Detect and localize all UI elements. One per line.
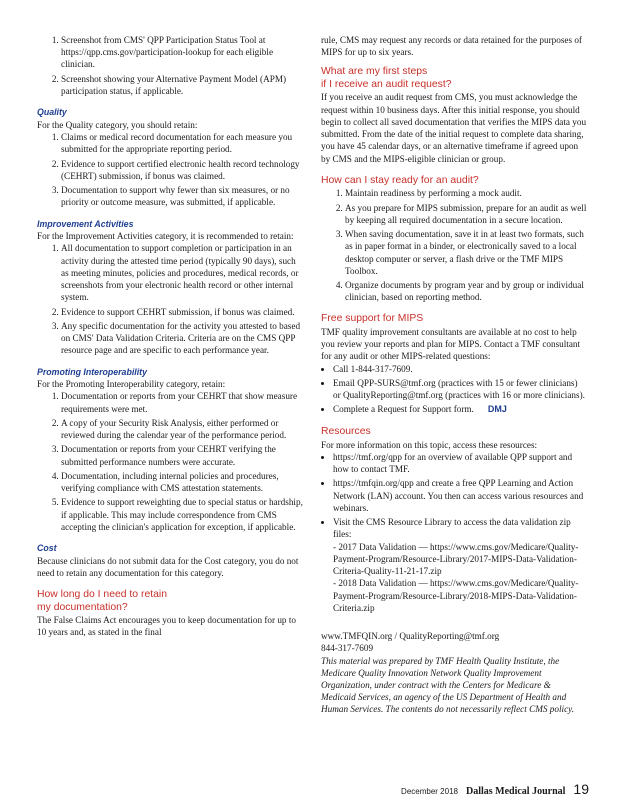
quality-heading: Quality xyxy=(37,107,67,118)
magazine-name: Dallas Medical Journal xyxy=(465,786,566,798)
list-item: 3. Any specific documentation for the activity you attested to based on CMS' Data Validation Criteria. Criteria are on the CMS QPP resource page and are specific to each performance year. xyxy=(61,320,305,357)
list-item: 1. Claims or medical record documentation for each measure you submitted for the appropriate reporting period. xyxy=(61,131,305,155)
cost-heading: Cost xyxy=(37,543,57,554)
retain-heading-line2: my documentation? xyxy=(37,601,128,613)
improvement-heading: Improvement Activities xyxy=(37,218,134,229)
list-item: 3. Documentation to support why fewer than six measures, or no priority or outcome measure, was submitted, if applicable. xyxy=(61,184,305,208)
contact-links: www.TMFQIN.org / QualityReporting@tmf.org xyxy=(321,631,500,642)
promoting-heading: Promoting Interoperability xyxy=(37,366,147,377)
resources-heading: Resources xyxy=(321,426,371,438)
disclaimer-note: This material was prepared by TMF Health Quality Institute, the Medicare Quality Innovation Network Quality Improvement Organization, under contract with the Centers for Medicare & Medicaid Services, an agency of the US Department of Health and Human Services. The contents do not necessarily reflect CMS policy. xyxy=(321,655,575,715)
support-list xyxy=(321,363,587,417)
page-number: 19 xyxy=(573,781,589,798)
zip-link-2018: - 2018 Data Validation — https://www.cms.gov/Medicare/Quality-Payment-Program/Resource-Library/2018-MIPS-Data-Validation-Criteria.zip xyxy=(333,578,579,613)
contact-footer xyxy=(321,630,587,716)
first-steps-heading-line1: What are my first steps xyxy=(321,66,428,78)
list-item: • https://tmf.org/qpp for an overview of available QPP support and how to contact TMF. xyxy=(333,451,587,475)
support-heading: Free support for MIPS xyxy=(321,313,424,325)
first-steps-text: If you receive an audit request from CMS, you must acknowledge the request within 10 business days. After this initial response, you should begin to collect all saved documentation that verifies the MIPS data you submitted. From the date of the initial request to complete data sharing, you have 45 calendar days, or an alternative timeframe if agreed upon by CMS and the MIPS-eligible clinician or group. xyxy=(321,92,587,164)
list-item: • https://tmfqin.org/qpp and create a free QPP Learning and Action Network (LAN) account. You then can access various resources and webinars. xyxy=(333,477,587,514)
list-item: 3. When saving documentation, save it in at least two formats, such as in paper format in a binder, or electronically saved to a local desktop computer or server, a flash drive or the TMF MIPS Toolbox. xyxy=(345,228,587,277)
list-item: 4. Documentation, including internal policies and procedures, verifying compliance with CMS attestation statements. xyxy=(61,470,305,494)
list-item: 2. Evidence to support certified electronic health record technology (CEHRT) submission, if bonus was claimed. xyxy=(61,158,305,182)
promoting-list xyxy=(37,390,305,533)
list-item: 2. A copy of your Security Risk Analysis, either performed or reviewed during the calendar year of the performance period. xyxy=(61,417,305,441)
list-item: 2. Screenshot showing your Alternative Payment Model (APM) participation status, if applicable. xyxy=(61,73,305,97)
list-item: • Email QPP-SURS@tmf.org (practices with 15 or fewer clinicians) or QualityReporting@tmf.org (practices with 16 or more clinicians). xyxy=(333,377,587,401)
list-item: 3. Documentation or reports from your CEHRT verifying the submitted performance numbers were accurate. xyxy=(61,443,305,467)
quality-intro: For the Quality category, you should retain: xyxy=(37,119,198,130)
list-item: • Call 1-844-317-7609. xyxy=(333,363,587,375)
list-item: 4. Organize documents by program year and by group or individual clinician, based on reporting method. xyxy=(345,279,587,303)
left-column xyxy=(37,34,305,639)
retain-heading-line1: How long do I need to retain xyxy=(37,589,167,601)
resource-library-text: • Visit the CMS Resource Library to access the data validation zip files: xyxy=(333,517,571,540)
retain-text: The False Claims Act encourages you to keep documentation for up to 10 years and, as stated in the final xyxy=(37,615,296,638)
contact-phone: 844-317-7609 xyxy=(321,643,374,654)
support-text: TMF quality improvement consultants are available at no cost to help you review your reports and plan for MIPS. Contact a TMF consultant for any audit or other MIPS-related questions: xyxy=(321,326,581,362)
list-item: 1. Screenshot from CMS' QPP Participation Status Tool at https://qpp.cms.gov/participation-lookup for each eligible clinician. xyxy=(61,34,305,71)
retain-heading xyxy=(37,589,305,614)
right-column xyxy=(321,34,587,716)
participation-docs-list xyxy=(37,34,305,97)
cost-text: Because clinicians do not submit data for the Cost category, you do not need to retain any documentation for this category. xyxy=(37,555,299,578)
quality-list xyxy=(37,131,305,208)
author-signature: DMJ xyxy=(487,404,507,415)
ready-list xyxy=(321,187,587,303)
list-item: 1. Documentation or reports from your CEHRT that show measure requirements were met. xyxy=(61,390,305,414)
issue-date: December 2018 xyxy=(401,787,458,797)
ready-heading: How can I stay ready for an audit? xyxy=(321,174,479,186)
continued-text: rule, CMS may request any records or data retained for the purposes of MIPS for up to six years. xyxy=(321,35,582,58)
improvement-list xyxy=(37,242,305,356)
list-item: 2. As you prepare for MIPS submission, prepare for an audit as well by keeping all required documentation in a secure location. xyxy=(345,202,587,226)
list-item: 1. Maintain readiness by performing a mock audit. xyxy=(345,187,587,199)
first-steps-heading xyxy=(321,66,587,91)
list-item xyxy=(333,403,587,416)
support-form-text: Complete a Request for Support form. xyxy=(333,404,474,415)
list-item xyxy=(333,516,587,614)
list-item: 2. Evidence to support CEHRT submission, if bonus was claimed. xyxy=(61,306,305,318)
first-steps-heading-line2: if I receive an audit request? xyxy=(321,78,452,90)
resources-text: For more information on this topic, access these resources: xyxy=(321,439,538,450)
list-item: 5. Evidence to support reweighting due to special status or hardship, if applicable. This may include correspondence from CMS accepting the clinician's application for exception, if applicable. xyxy=(61,496,305,533)
list-item: 1. All documentation to support completion or participation in an activity during the attested time period (typically 90 days), such as meeting minutes, policies and procedures, medical records, or screenshots from your electronic health record or other internal system. xyxy=(61,242,305,303)
promoting-intro: For the Promoting Interoperability category, retain: xyxy=(37,379,226,390)
page-folio xyxy=(401,780,589,799)
improvement-intro: For the Improvement Activities category, it is recommended to retain: xyxy=(37,231,294,242)
resources-list xyxy=(321,451,587,614)
zip-link-2017: - 2017 Data Validation — https://www.cms.gov/Medicare/Quality-Payment-Program/Resource-Library/2017-MIPS-Data-Validation-Criteria-Quality-11-21-17.zip xyxy=(333,541,579,577)
